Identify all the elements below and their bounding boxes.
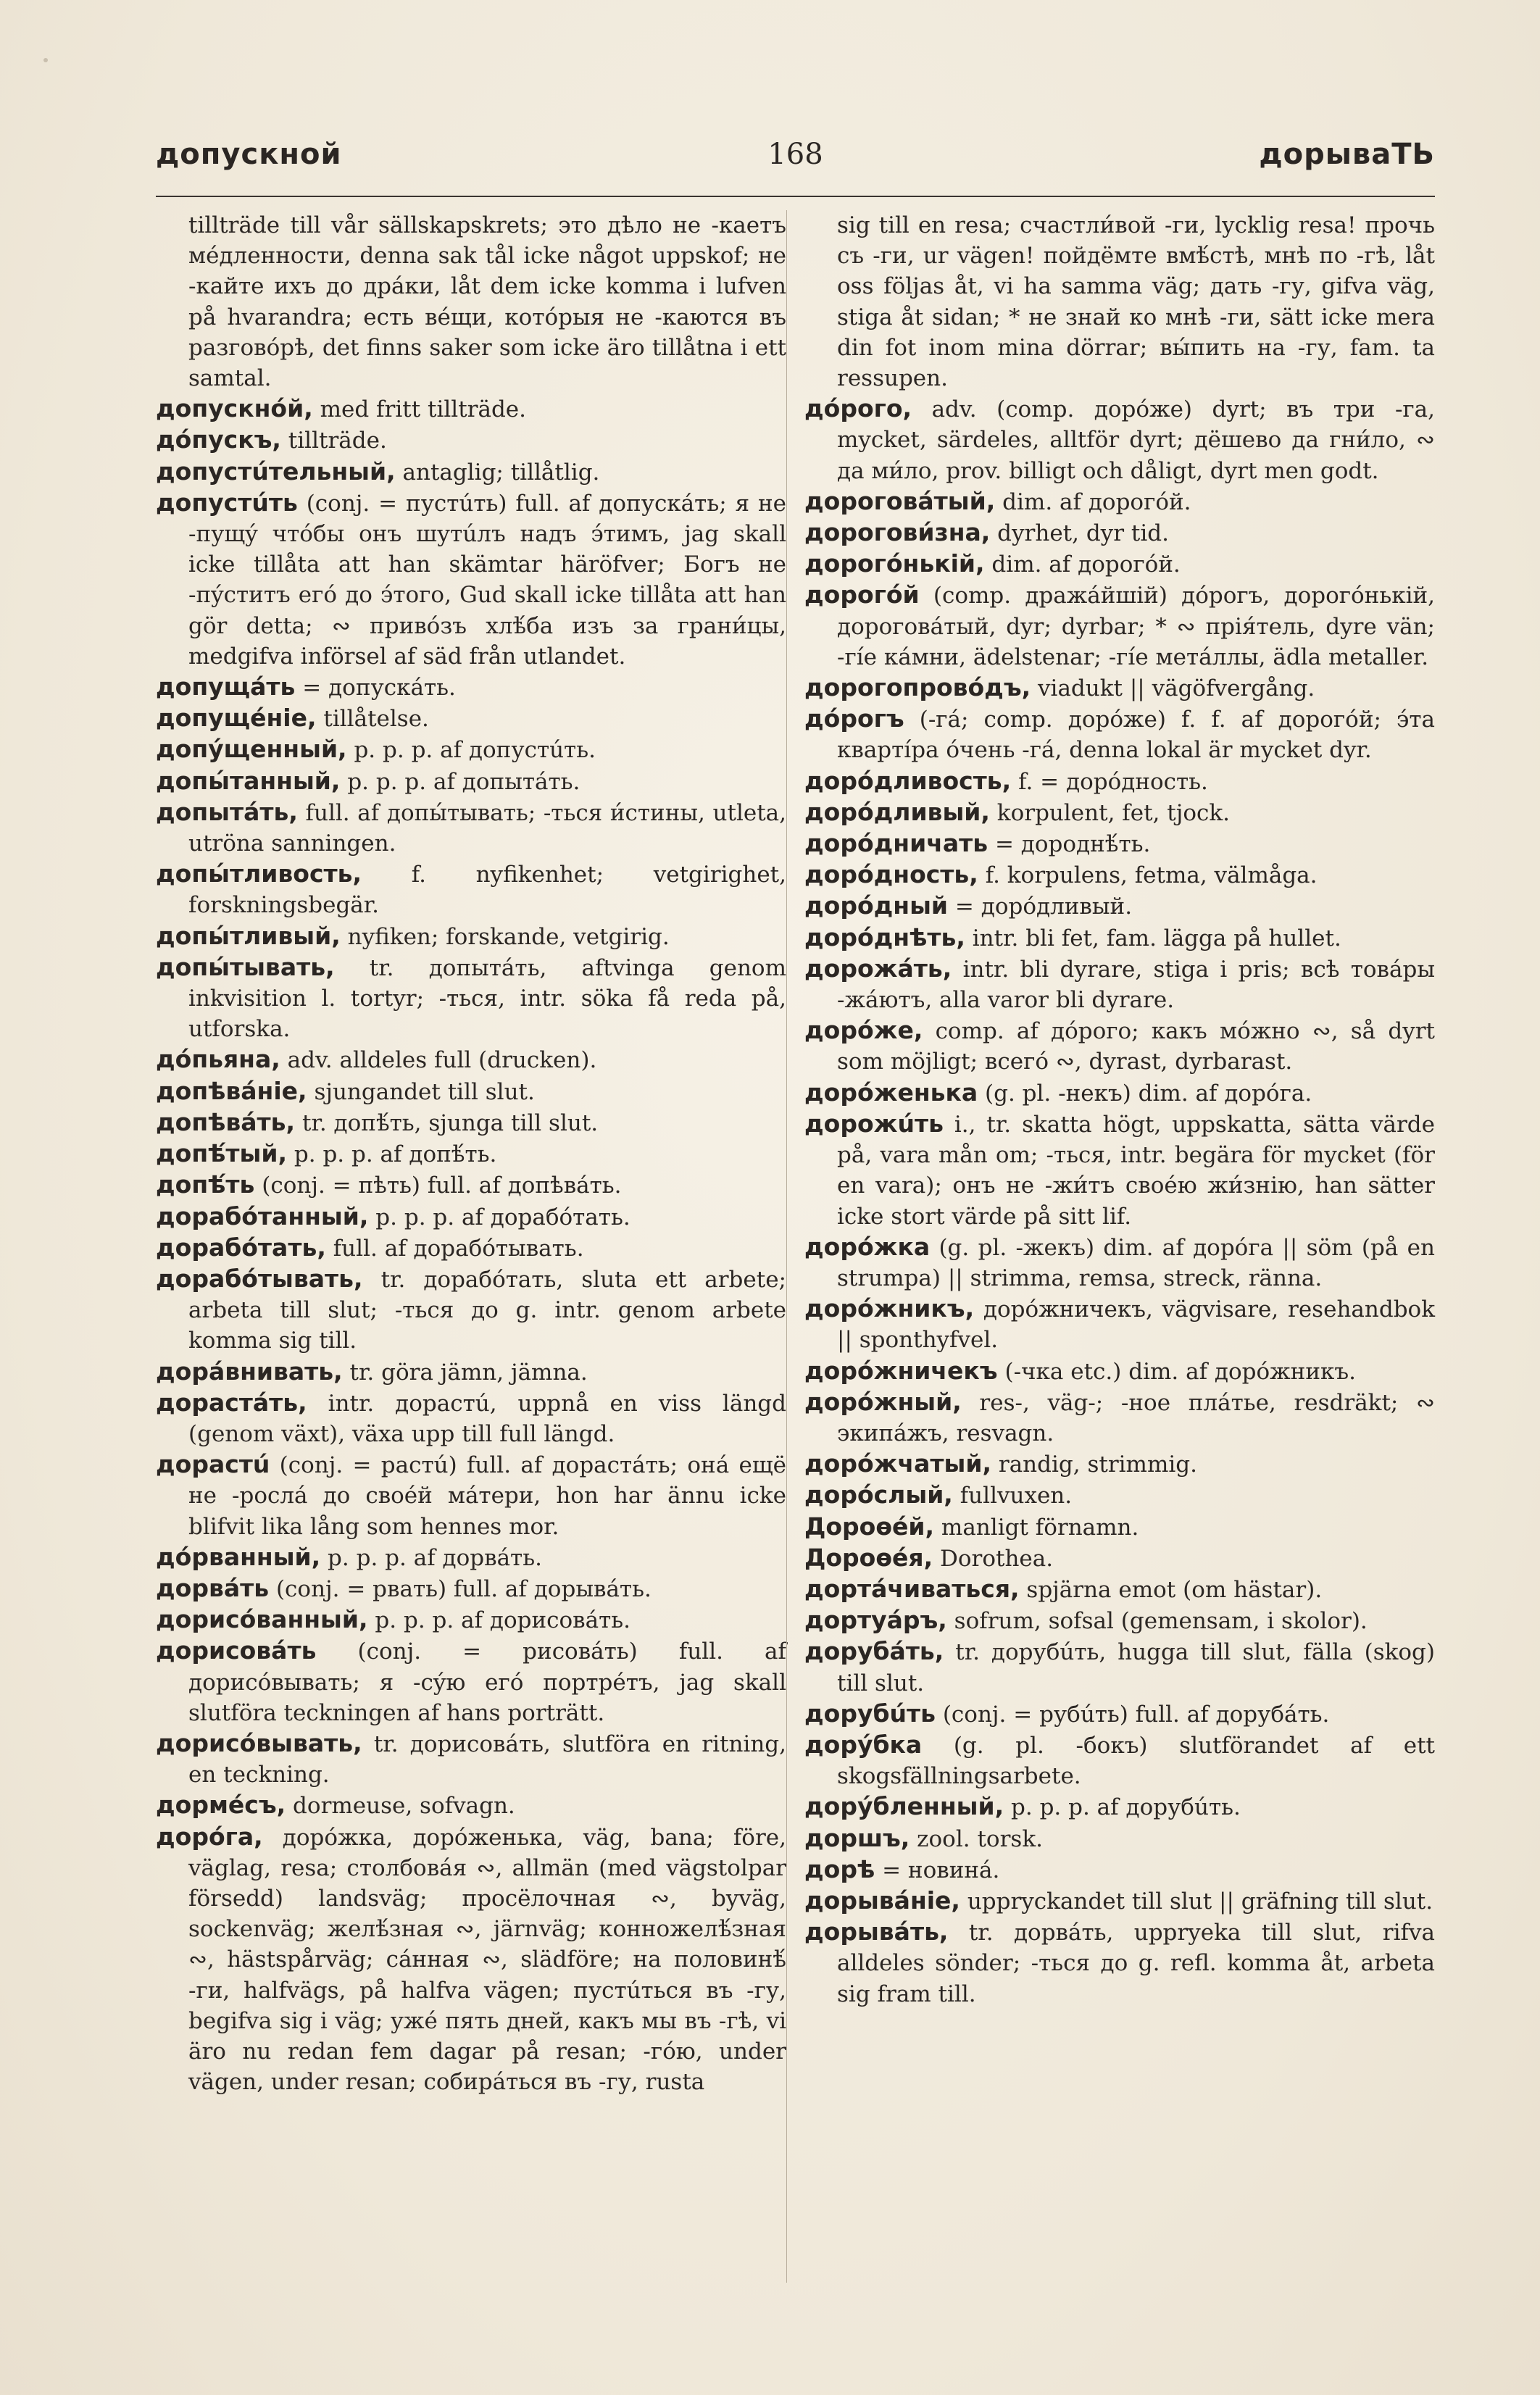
entry-headword: дорóжникъ, bbox=[804, 1294, 975, 1323]
right-column bbox=[804, 210, 1435, 2009]
entry-definition: viadukt || vägöfvergång. bbox=[1031, 675, 1315, 702]
paper-speck bbox=[43, 58, 48, 62]
dictionary-entry bbox=[804, 859, 1435, 891]
entry-headword: дорóдный bbox=[804, 891, 949, 920]
entry-definition: nyfiken; forskande, vetgirig. bbox=[340, 923, 670, 950]
entry-definition: (conj. = рубúть) full. af дорубáть. bbox=[935, 1701, 1330, 1728]
dictionary-entry bbox=[804, 1294, 1435, 1355]
dictionary-entry bbox=[156, 1138, 786, 1170]
entry-headword: допы́тливость, bbox=[156, 859, 362, 888]
entry-headword: дорабóтать, bbox=[156, 1233, 326, 1262]
dictionary-entry bbox=[156, 672, 786, 703]
entry-definition: tr. дорабóтать, sluta ett arbete; arbeta till slut; -ться до g. intr. genom arbete komma sig till. bbox=[188, 1266, 786, 1354]
entry-headword: дорóжный, bbox=[804, 1387, 962, 1416]
entry-definition: p. p. p. af дорвáть. bbox=[320, 1544, 542, 1571]
entry-definition: f. korpulens, fetma, välmåga. bbox=[978, 862, 1318, 889]
entry-definition: (g. pl. -бокъ) slutförandet af ett skogsfällningsarbete. bbox=[837, 1732, 1435, 1790]
entry-definition: dim. af дорогóй. bbox=[984, 551, 1181, 578]
page-header bbox=[156, 138, 1435, 181]
entry-headword: дорогови́зна, bbox=[804, 518, 991, 547]
entry-headword: дорывáть, bbox=[804, 1917, 949, 1946]
entry-headword: дорогóй bbox=[804, 580, 920, 609]
entry-definition: p. p. p. af допѣ́ть. bbox=[287, 1141, 497, 1168]
entry-headword: допытáть, bbox=[156, 797, 298, 826]
entry-definition: p. p. p. af допытáть. bbox=[340, 768, 580, 795]
dictionary-entry bbox=[156, 1233, 786, 1264]
entry-headword: дорогóнькій, bbox=[804, 549, 985, 578]
dictionary-entry bbox=[804, 210, 1435, 393]
dictionary-entry bbox=[156, 425, 786, 456]
entry-headword: дорóженька bbox=[804, 1078, 978, 1107]
dictionary-entry bbox=[156, 1076, 786, 1107]
entry-definition: intr. bli dyrare, stiga i pris; всѣ товáры -жáютъ, alla varor bli dyrare. bbox=[837, 956, 1435, 1014]
dictionary-entry bbox=[804, 1886, 1435, 1917]
dictionary-entry bbox=[156, 457, 786, 488]
dictionary-entry bbox=[804, 517, 1435, 549]
entry-headword: дорóдливый, bbox=[804, 797, 990, 826]
dictionary-entry bbox=[156, 1449, 786, 1542]
entry-headword: дóрого, bbox=[804, 394, 912, 423]
dictionary-entry bbox=[156, 1388, 786, 1449]
entry-definition: (-гá; comp. дорóже) f. f. af дорогóй; э́та квартíра óчень -гá, denna lokal är mycket dyr. bbox=[837, 707, 1435, 764]
entry-definition: med fritt tillträde. bbox=[312, 396, 527, 423]
dictionary-entry bbox=[156, 1604, 786, 1636]
entry-headword: дорóдливость, bbox=[804, 766, 1012, 795]
entry-definition: = допускáть. bbox=[295, 675, 456, 701]
entry-headword: дорастáть, bbox=[156, 1388, 307, 1417]
entry-headword: дорывáніе, bbox=[804, 1886, 960, 1915]
entry-headword: дорожúть bbox=[804, 1109, 944, 1138]
entry-definition: adv. alldeles full (drucken). bbox=[280, 1047, 597, 1074]
entry-headword: дортуáръ, bbox=[804, 1606, 947, 1635]
entry-headword: Дороѳéй, bbox=[804, 1512, 935, 1541]
dictionary-entry bbox=[804, 1574, 1435, 1605]
entry-headword: дортáчиваться, bbox=[804, 1574, 1020, 1603]
entry-headword: допѣ́тый, bbox=[156, 1139, 288, 1168]
dictionary-entry bbox=[156, 921, 786, 952]
dictionary-entry bbox=[804, 1480, 1435, 1511]
entry-definition: p. p. p. af дорубúть. bbox=[1004, 1794, 1241, 1821]
entry-definition: (conj. = рисовáть) full. af дорисóвывать; я -сýю егó портрéтъ, jag skall slutföra teckningen af hans porträtt. bbox=[188, 1638, 786, 1726]
dictionary-entry bbox=[804, 1605, 1435, 1636]
entry-headword: дорисовáть bbox=[156, 1636, 317, 1665]
entry-headword: допы́танный, bbox=[156, 766, 341, 795]
entry-headword: дорýбка bbox=[804, 1730, 923, 1759]
entry-definition: full. af дорабóтывать. bbox=[325, 1235, 584, 1262]
entry-headword: дорóжка bbox=[804, 1232, 931, 1261]
dictionary-entry bbox=[156, 1044, 786, 1075]
dictionary-entry bbox=[804, 1823, 1435, 1854]
entry-definition: comp. af дóрого; какъ мóжно ∾, så dyrt som möjligt; всегó ∾, dyrast, dyrbarast. bbox=[837, 1018, 1435, 1075]
entry-definition: manligt förnamn. bbox=[934, 1514, 1139, 1541]
page-number: 168 bbox=[767, 138, 823, 171]
dictionary-entry bbox=[156, 1790, 786, 1821]
entry-headword: дорóжчатый, bbox=[804, 1449, 992, 1478]
column-divider bbox=[786, 210, 787, 2283]
entry-headword: допѣвáть, bbox=[156, 1107, 296, 1136]
entry-headword: дорóдность, bbox=[804, 860, 978, 889]
entry-definition: tr. дорисовáть, slutföra en ritning, en teckning. bbox=[188, 1730, 786, 1788]
entry-definition: intr. дорастú, uppnå en viss längd (genom växt), växa upp till full längd. bbox=[188, 1390, 786, 1447]
dictionary-entry bbox=[804, 1543, 1435, 1574]
dictionary-entry bbox=[804, 766, 1435, 797]
dictionary-entry bbox=[156, 1822, 786, 2098]
dictionary-entry bbox=[804, 672, 1435, 704]
entry-definition: dyrhet, dyr tid. bbox=[990, 520, 1169, 547]
dictionary-entry bbox=[156, 1264, 786, 1357]
entry-headword: дормéсъ, bbox=[156, 1791, 286, 1820]
entry-headword: дорáвнивать, bbox=[156, 1357, 343, 1386]
entry-headword: допѣ́ть bbox=[156, 1170, 255, 1199]
entry-definition: randig, strimmig. bbox=[991, 1451, 1197, 1478]
dictionary-entry bbox=[156, 1636, 786, 1728]
entry-definition: tr. допѣ́ть, sjunga till slut. bbox=[295, 1109, 599, 1136]
entry-headword: дорожáть, bbox=[804, 954, 952, 983]
entry-headword: допѣвáніе, bbox=[156, 1076, 307, 1105]
entry-definition: antaglig; tillåtlig. bbox=[395, 459, 600, 486]
dictionary-entry bbox=[156, 797, 786, 859]
entry-headword: дорóднѣть, bbox=[804, 922, 965, 951]
dictionary-entry bbox=[804, 891, 1435, 922]
header-left-headword: допускной bbox=[156, 138, 342, 171]
dictionary-entry bbox=[156, 1357, 786, 1388]
entry-headword: дорóже, bbox=[804, 1016, 923, 1045]
entry-definition: sig till en resa; счастли́вой -ги, lycklig resa! прочь съ -ги, ur vägen! пойдёмте вмѣ́стѣ, мнѣ по -гѣ, låt oss följas åt, vi ha samma väg; дать -гу, gifva väg, stiga åt sidan; * не знай ко мнѣ -ги, sätt icke mera din fot inom mina dörrar; вы́пить на -гу, fam. ta ressupen. bbox=[837, 212, 1435, 392]
entry-headword: Дороѳéя, bbox=[804, 1543, 933, 1572]
entry-headword: дорубáть, bbox=[804, 1637, 944, 1666]
header-rule bbox=[156, 196, 1435, 197]
dictionary-entry bbox=[804, 922, 1435, 954]
entry-definition: = новинá. bbox=[875, 1857, 1000, 1883]
entry-definition: korpulent, fet, tjock. bbox=[989, 799, 1230, 826]
entry-definition: fullvuxen. bbox=[952, 1483, 1073, 1509]
entry-definition: tillträde till vår sällskapskrets; это дѣло не -каетъ мéдленности, denna sak tål icke något uppskof; не -кайте ихъ до дрáки, låt dem icke komma i lufven på hvarandra; есть вéщи, котóрыя не -каются въ разговóрѣ, det finns saker som icke äro tillåtna i ett samtal. bbox=[188, 212, 786, 392]
entry-definition: (conj. = рвать) full. af дорывáть. bbox=[269, 1575, 652, 1602]
dictionary-entry bbox=[804, 393, 1435, 486]
entry-definition: tr. göra jämn, jämna. bbox=[342, 1359, 588, 1386]
entry-definition: (-чка etc.) dim. af дорóжникъ. bbox=[997, 1358, 1356, 1385]
entry-definition: (comp. дражáйшій) дóрогъ, дорогóнькій, дороговáтый, dyr; dyrbar; * ∾ прія́тель, dyre vän; -гíе кáмни, ädelstenar; -гíе метáллы, ädla metaller. bbox=[837, 583, 1435, 670]
entry-headword: допущéніе, bbox=[156, 704, 317, 733]
entry-definition: full. af допы́тывать; -ться и́стины, utleta, utröna sanningen. bbox=[188, 799, 786, 857]
entry-definition: (g. pl. -некъ) dim. af дорóга. bbox=[978, 1080, 1312, 1107]
dictionary-entry bbox=[156, 1170, 786, 1201]
dictionary-entry bbox=[804, 1387, 1435, 1449]
dictionary-entry bbox=[804, 1917, 1435, 2009]
dictionary-entry bbox=[156, 859, 786, 920]
entry-definition: tillåtelse. bbox=[316, 706, 429, 733]
entry-headword: дорóдничать bbox=[804, 829, 988, 858]
entry-definition: spjärna emot (om hästar). bbox=[1019, 1576, 1323, 1603]
dictionary-entry bbox=[804, 954, 1435, 1015]
entry-headword: допýщенный, bbox=[156, 735, 347, 764]
entry-definition: p. p. p. af допустúть. bbox=[346, 737, 596, 764]
entry-headword: допы́тывать, bbox=[156, 952, 335, 981]
entry-headword: доршъ, bbox=[804, 1823, 910, 1852]
dictionary-entry bbox=[804, 1449, 1435, 1480]
dictionary-entry bbox=[804, 1356, 1435, 1387]
dictionary-entry bbox=[156, 703, 786, 734]
dictionary-entry bbox=[804, 486, 1435, 517]
dictionary-entry bbox=[804, 797, 1435, 828]
dictionary-entry bbox=[156, 1201, 786, 1233]
entry-definition: tr. дорубúть, hugga till slut, fälla (skog) till slut. bbox=[837, 1639, 1435, 1696]
entry-headword: дорогопровóдъ, bbox=[804, 673, 1031, 702]
entry-headword: дорóжничекъ bbox=[804, 1356, 998, 1385]
entry-definition: дорóжка, дорóженька, väg, bana; före, väglag, resa; столбовáя ∾, allmän (med vägstolpar försedd) landsväg; просёлочная ∾, byväg, sockenväg; желѣ́зная ∾, järnväg; конножелѣ́зная ∾, hästspårväg; сáнная ∾, slädföre; на половинѣ́ -ги, halfvägs, på halfva vägen; пустúться въ -гу, begifva sig i väg; ужé пять дней, какъ мы въ -гѣ, vi äro nu redan fem dagar på resan; -гóю, under vägen, under resan; собирáться въ -гу, rusta bbox=[188, 1824, 786, 2096]
dictionary-entry bbox=[804, 1232, 1435, 1294]
entry-definition: intr. bli fet, fam. lägga på hullet. bbox=[965, 925, 1341, 951]
dictionary-entry bbox=[804, 549, 1435, 580]
entry-definition: f. = дорóдность. bbox=[1011, 768, 1208, 795]
dictionary-entry bbox=[804, 1512, 1435, 1543]
dictionary-entry bbox=[156, 952, 786, 1045]
entry-definition: tillträde. bbox=[280, 428, 387, 454]
entry-headword: дорабóтывать, bbox=[156, 1264, 363, 1293]
entry-headword: дорисóванный, bbox=[156, 1605, 368, 1634]
entry-headword: дóрогъ bbox=[804, 704, 904, 733]
dictionary-entry bbox=[156, 393, 786, 425]
dictionary-entry bbox=[156, 1542, 786, 1573]
entry-definition: дорóжничекъ, vägvisare, resehandbok || sponthyfvel. bbox=[837, 1296, 1435, 1354]
entry-headword: допустúть bbox=[156, 488, 298, 517]
entry-headword: дорóслый, bbox=[804, 1480, 953, 1509]
entry-definition: zool. torsk. bbox=[910, 1825, 1043, 1852]
entry-definition: i., tr. skatta högt, uppskatta, sätta värde på, vara mån om; -ться, intr. begära för mycket (för en vara); онъ не -жи́тъ своéю жи́знію, han sätter icke stort värde på sitt lif. bbox=[837, 1111, 1435, 1230]
entry-headword: дóпьяна, bbox=[156, 1045, 280, 1074]
entry-definition: (conj. = пустúть) full. af допускáть; я не -пущý чтóбы онъ шутúлъ надъ э́тимъ, jag skall icke tillåta att han skämtar häröfver; Богъ не -пýститъ егó до э́того, Gud skall icke tillåta att han gör detta; ∾ привóзъ хлѣ́ба изъ за грани́цы, medgifva införsel af säd från utlandet. bbox=[188, 490, 786, 670]
dictionary-entry bbox=[156, 1728, 786, 1790]
entry-definition: dim. af дорогóй. bbox=[995, 488, 1191, 515]
dictionary-entry bbox=[804, 1109, 1435, 1232]
entry-definition: = дорóдливый. bbox=[948, 894, 1133, 920]
entry-definition: Dorothea. bbox=[933, 1545, 1054, 1572]
entry-headword: дорóга, bbox=[156, 1822, 263, 1851]
entry-definition: res-, väg-; -ное плáтье, resdräkt; ∾ экипáжъ, resvagn. bbox=[837, 1389, 1435, 1446]
entry-definition: (conj. = растú) full. af дорастáть; онá ещё не -рослá до своéй мáтери, hon har ännu icke blifvit lika lång som hennes mor. bbox=[188, 1452, 786, 1540]
entry-definition: uppryckandet till slut || gräfning till slut. bbox=[960, 1888, 1433, 1915]
entry-headword: дóпускъ, bbox=[156, 425, 281, 454]
dictionary-entry bbox=[156, 734, 786, 765]
dictionary-entry bbox=[804, 1636, 1435, 1698]
header-right-headword: дорываТЬ bbox=[1259, 138, 1435, 171]
entry-headword: дóрванный, bbox=[156, 1542, 321, 1571]
entry-definition: sjungandet till slut. bbox=[307, 1078, 535, 1105]
entry-definition: sofrum, sofsal (gemensam, i skolor). bbox=[946, 1608, 1368, 1635]
dictionary-entry bbox=[156, 766, 786, 797]
dictionary-entry bbox=[804, 1699, 1435, 1730]
entry-headword: дорастú bbox=[156, 1450, 270, 1479]
entry-definition: tr. допытáть, aftvinga genom inkvisition l. tortyr; -ться, intr. söka få reda på, utforska. bbox=[188, 954, 786, 1043]
entry-definition: adv. (comp. дорóже) dyrt; въ три -га, mycket, särdeles, alltför dyrt; дёшево да гни́ло, ∾ да ми́ло, prov. billigt och dåligt, dyrt men godt. bbox=[837, 396, 1435, 484]
dictionary-entry bbox=[156, 488, 786, 672]
entry-headword: дорвáть bbox=[156, 1573, 270, 1602]
entry-definition: p. p. p. af дорисовáть. bbox=[367, 1607, 630, 1634]
entry-headword: допы́тливый, bbox=[156, 921, 341, 950]
dictionary-entry bbox=[804, 1854, 1435, 1886]
dictionary-entry bbox=[804, 1078, 1435, 1109]
dictionary-entry bbox=[804, 580, 1435, 672]
entry-headword: дороговáтый, bbox=[804, 486, 996, 515]
dictionary-entry bbox=[804, 704, 1435, 765]
entry-definition: = дороднѣ́ть. bbox=[988, 831, 1151, 858]
entry-definition: tr. дорвáть, uppryeka till slut, rifva alldeles sönder; -ться до g. refl. komma åt, arbeta sig fram till. bbox=[837, 1920, 1435, 2007]
entry-definition: (g. pl. -жекъ) dim. af дорóга || söm (på en strumpa) || strimma, remsa, streck, ränna. bbox=[837, 1234, 1435, 1291]
entry-definition: p. p. p. af дорабóтать. bbox=[368, 1204, 630, 1230]
entry-definition: dormeuse, sofvagn. bbox=[286, 1793, 515, 1820]
entry-headword: дорисóвывать, bbox=[156, 1728, 362, 1757]
dictionary-entry bbox=[156, 210, 786, 393]
dictionary-entry bbox=[804, 1791, 1435, 1823]
entry-headword: дорабóтанный, bbox=[156, 1201, 369, 1230]
left-column bbox=[156, 210, 786, 2097]
dictionary-entry bbox=[804, 828, 1435, 859]
entry-headword: дорубúть bbox=[804, 1699, 936, 1728]
dictionary-entry bbox=[804, 1730, 1435, 1791]
entry-definition: (conj. = пѣть) full. af допѣвáть. bbox=[254, 1172, 622, 1199]
entry-headword: дорѣ bbox=[804, 1854, 875, 1883]
entry-definition: f. nyfikenhet; vetgirighet, forskningsbegär. bbox=[188, 862, 786, 919]
dictionary-entry bbox=[804, 1015, 1435, 1077]
entry-headword: допускнóй, bbox=[156, 394, 313, 423]
entry-headword: допустúтельный, bbox=[156, 457, 396, 486]
entry-headword: дорýбленный, bbox=[804, 1792, 1004, 1821]
dictionary-entry bbox=[156, 1107, 786, 1138]
entry-headword: допущáть bbox=[156, 672, 296, 701]
dictionary-entry bbox=[156, 1573, 786, 1604]
